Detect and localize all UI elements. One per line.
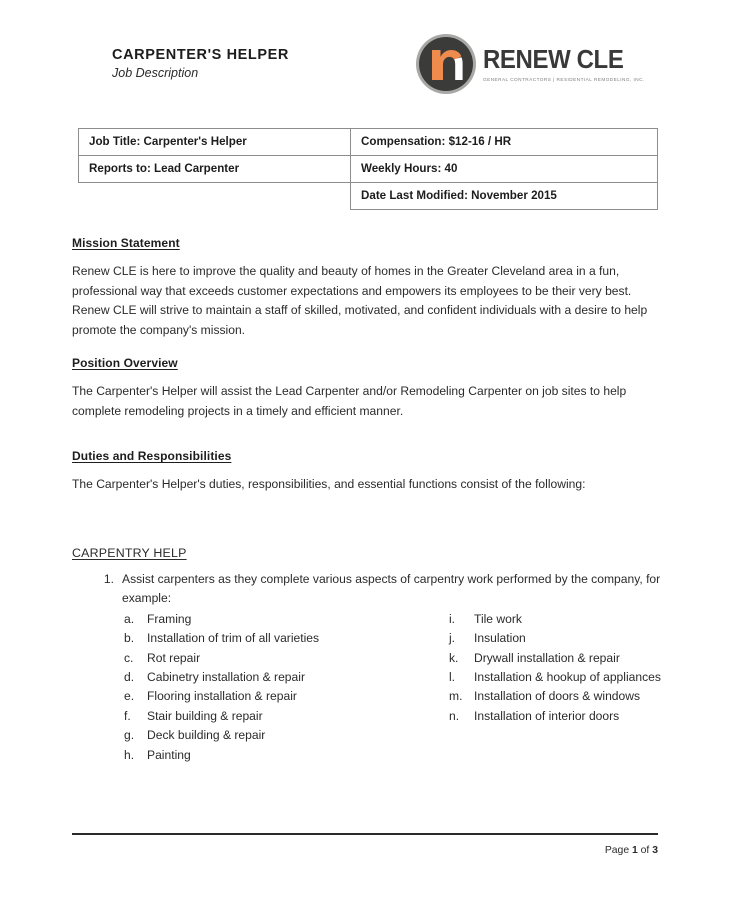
carpentry-help-section	[72, 546, 672, 560]
list-item	[120, 610, 445, 629]
list-item-text: Installation of trim of all varieties	[147, 631, 320, 646]
table-row	[79, 156, 658, 183]
list-item	[92, 570, 672, 608]
list-item	[120, 726, 445, 745]
list-item	[120, 649, 445, 668]
mission-statement-body: Renew CLE is here to improve the quality and beauty of homes in the Greater Cleveland area in a fun, professional way that exceeds customer expectations and empowers its employees to be their very best. Renew CLE will strive to maintain a staff of skilled, motivated, and confident individuals with a desire to help promote the company's mission.	[72, 264, 648, 337]
list-item-text: Framing	[147, 612, 192, 626]
list-item	[120, 687, 445, 706]
list-item-text: Stair building & repair	[147, 708, 263, 723]
empty-cell	[79, 183, 351, 210]
page-current-number: 1	[631, 845, 638, 856]
list-item-marker: m.	[449, 689, 463, 704]
list-item	[445, 649, 680, 668]
list-item-marker: g.	[124, 728, 135, 743]
list-item-marker: h.	[124, 747, 135, 762]
table-row	[79, 183, 658, 210]
list-item-marker: n.	[449, 708, 460, 723]
list-item	[445, 668, 680, 687]
page-title: CARPENTER'S HELPER	[112, 47, 289, 63]
list-item	[120, 668, 445, 687]
renew-cle-logo-icon	[415, 33, 477, 95]
mission-statement-heading: Mission Statement	[72, 236, 180, 250]
position-overview-heading: Position Overview	[72, 356, 178, 370]
list-item-text: Installation of interior doors	[474, 708, 620, 723]
list-item-marker: i.	[449, 612, 456, 626]
list-item-text: Installation & hookup of appliances	[474, 670, 661, 685]
list-item-text: Assist carpenters as they complete various aspects of carpentry work performed by the company, for example:	[122, 572, 661, 606]
list-item	[120, 629, 445, 648]
carpentry-sublist-column-right	[445, 610, 680, 765]
list-item-marker: l.	[449, 670, 456, 685]
page-label-middle: of	[637, 845, 653, 856]
page-total-number: 3	[652, 845, 658, 856]
list-item-text: Tile work	[474, 612, 522, 626]
logo-text-block	[483, 46, 645, 82]
carpentry-sublist	[120, 610, 680, 765]
list-item	[445, 629, 680, 648]
carpentry-sublist-column-left	[120, 610, 445, 765]
duties-numbered-list	[92, 570, 672, 608]
list-item	[445, 707, 680, 726]
duties-responsibilities-section	[72, 449, 672, 495]
job-info-table	[78, 128, 658, 210]
duties-responsibilities-heading: Duties and Responsibilities	[72, 449, 232, 463]
logo-tagline: GENERAL CONTRACTORS | RESIDENTIAL REMODELING, INC.	[483, 76, 645, 82]
date-modified-cell: Date Last Modified: November 2015	[351, 183, 658, 210]
list-item-marker: j.	[449, 631, 456, 646]
list-item-text: Cabinetry installation & repair	[147, 670, 305, 685]
list-item-marker: e.	[124, 689, 135, 704]
company-logo	[415, 33, 645, 95]
list-item-text: Flooring installation & repair	[147, 689, 297, 704]
duties-responsibilities-body: The Carpenter's Helper's duties, responsibilities, and essential functions consist of the following:	[72, 477, 586, 491]
logo-wordmark: RENEW CLE	[483, 46, 624, 75]
list-item	[445, 687, 680, 706]
carpentry-help-heading: CARPENTRY HELP	[72, 546, 187, 560]
document-header	[70, 36, 680, 106]
list-item	[120, 707, 445, 726]
page-label-prefix: Page	[604, 845, 632, 856]
page-subtitle: Job Description	[112, 66, 199, 81]
list-item-marker: b.	[124, 631, 135, 646]
table-row	[79, 129, 658, 156]
list-item	[445, 610, 680, 629]
list-item-marker: d.	[124, 670, 135, 685]
list-item-marker: a.	[124, 612, 135, 626]
list-item	[120, 746, 445, 765]
page-number-footer	[72, 845, 658, 856]
compensation-cell: Compensation: $12-16 / HR	[351, 129, 658, 156]
list-item-marker: 1.	[103, 572, 114, 586]
list-item-text: Deck building & repair	[147, 728, 266, 743]
job-title-cell: Job Title: Carpenter's Helper	[79, 129, 351, 156]
list-item-text: Insulation	[474, 631, 526, 646]
weekly-hours-cell: Weekly Hours: 40	[351, 156, 658, 183]
list-item-text: Rot repair	[147, 650, 201, 665]
list-item-text: Painting	[147, 747, 191, 762]
header-title-block	[112, 46, 289, 80]
list-item-marker: f.	[124, 708, 131, 723]
position-overview-body: The Carpenter's Helper will assist the Lead Carpenter and/or Remodeling Carpenter on job sites to help complete remodeling projects in a timely and efficient manner.	[72, 384, 627, 418]
position-overview-section	[72, 356, 672, 421]
list-item-text: Drywall installation & repair	[474, 650, 620, 665]
list-item-marker: k.	[449, 650, 459, 665]
list-item-text: Installation of doors & windows	[474, 689, 641, 704]
list-item-marker: c.	[124, 650, 134, 665]
mission-statement-section	[72, 236, 672, 340]
reports-to-cell: Reports to: Lead Carpenter	[79, 156, 351, 183]
footer-divider	[72, 833, 658, 835]
